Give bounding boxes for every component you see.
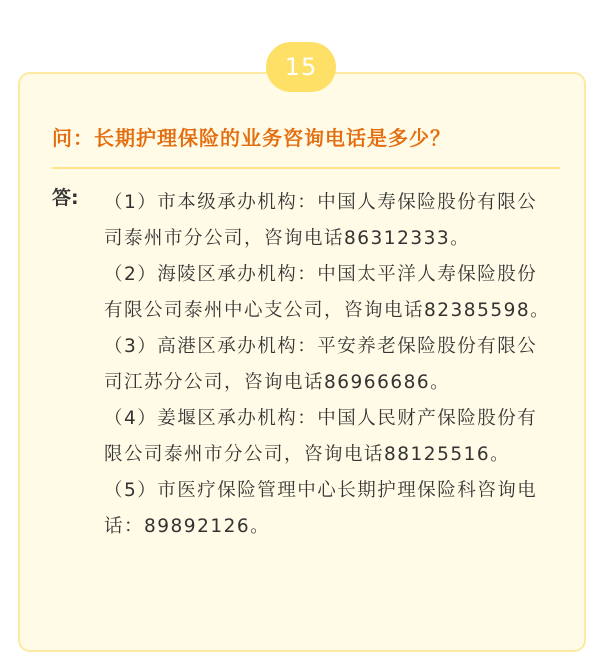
answer-body bbox=[104, 185, 554, 545]
answer-item-1: （1）市本级承办机构：中国人寿保险股份有限公司泰州市分公司，咨询电话86312333。 bbox=[104, 192, 538, 249]
answer-label: 答: bbox=[52, 187, 79, 209]
answer-item-4: （4）姜堰区承办机构：中国人民财产保险股份有限公司泰州市分公司，咨询电话88125516。 bbox=[104, 408, 538, 465]
question-heading: 问：长期护理保险的业务咨询电话是多少？ bbox=[52, 126, 451, 150]
question-number-badge: 15 bbox=[266, 42, 336, 92]
divider-line bbox=[52, 167, 560, 169]
answer-item-5: （5）市医疗保险管理中心长期护理保险科咨询电话：89892126。 bbox=[104, 480, 538, 537]
answer-item-2: （2）海陵区承办机构：中国太平洋人寿保险股份有限公司泰州中心支公司，咨询电话82385598。 bbox=[104, 264, 551, 321]
answer-item-3: （3）高港区承办机构：平安养老保险股份有限公司江苏分公司，咨询电话86966686。 bbox=[104, 336, 538, 393]
